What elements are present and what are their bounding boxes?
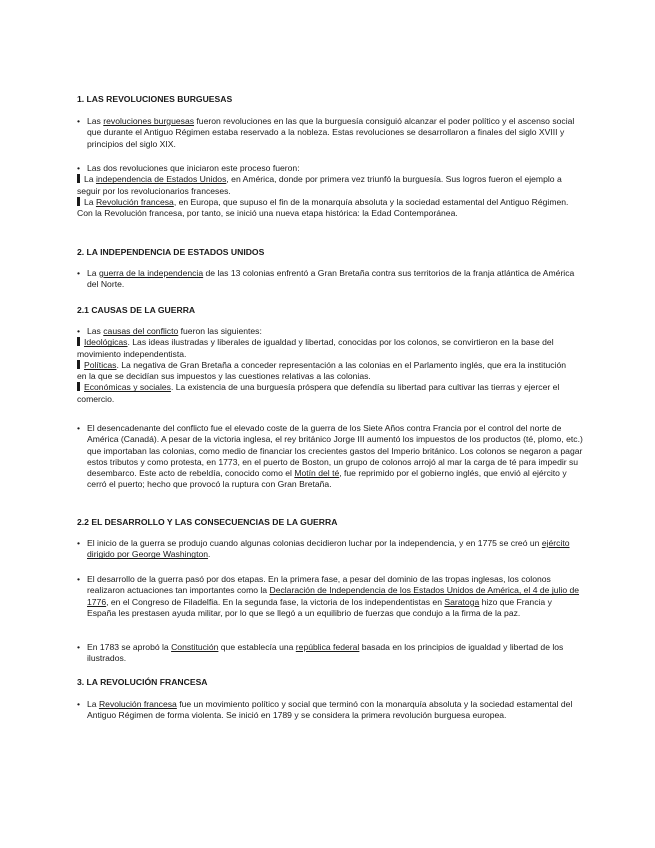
bullet-icon: • bbox=[77, 642, 81, 652]
bullet-revolucion-francesa: • La Revolución francesa fue un movimiento político y social que terminó con la monarquía absoluta y la sociedad estamental del Antiguo Régimen de forma violenta. Se inició en 1789 y se considera la primera revolución burguesa europea. bbox=[77, 699, 573, 721]
underlined-term: guerra de la independencia bbox=[98, 268, 204, 278]
underlined-term: república federal bbox=[295, 642, 360, 652]
bullet-icon: • bbox=[77, 326, 81, 336]
sub-item-economicas: Económicas y sociales. La existencia de una burguesía próspera que defendía su libertad para cultivar las tierras y ejercer el comercio. bbox=[77, 382, 560, 404]
heading-revoluciones-burguesas: 1. LAS REVOLUCIONES BURGUESAS bbox=[77, 94, 233, 104]
bullet-desarrollo-guerra: • El desarrollo de la guerra pasó por dos etapas. En la primera fase, a pesar del dominio de las tropas inglesas, los colonos realizaron actuaciones tan importantes como la Declaración de Independencia de los Estados Unidos de América, el 4 de julio de 1776, en el Congreso de Filadelfia. En la segunda fase, la victoria de los independentistas en Saratoga hizo que Francia y España les prestasen ayuda militar, por lo que se llegó a un equilibrio de fuerzas que condujo a la firma de la paz. bbox=[77, 574, 580, 618]
square-bullet-icon bbox=[77, 197, 80, 206]
square-bullet-icon bbox=[77, 382, 80, 391]
bullet-icon: • bbox=[77, 268, 81, 278]
sub-item-ideologicas: Ideológicas. Las ideas ilustradas y liberales de igualdad y libertad, conocidas por los colonos, se convirtieron en la base del movimiento independentista. bbox=[77, 337, 554, 359]
bullet-causas: • Las causas del conflicto fueron las siguientes: Ideológicas. Las ideas ilustradas y liberales de igualdad y libertad, conocidas por los colonos, se convirtieron en la base del movimiento independentista. Políticas. La negativa de Gran Bretaña a conceder representación a las colonias en el Parlamento inglés, que era la institución en la que se decidían sus impuestos y las cuestiones relativas a las colonias. Económicas y sociales. La existencia de una burguesía próspera que defendía su libertad para cultivar las tierras y ejercer el comercio. bbox=[77, 326, 573, 405]
underlined-term: Revolución francesa bbox=[95, 196, 174, 207]
sub-item-politicas: Políticas. La negativa de Gran Bretaña a conceder representación a las colonias en el Parlamento inglés, que era la institución en la que se decidían sus impuestos y las cuestiones relativas a las colonias. bbox=[77, 359, 567, 382]
square-bullet-icon bbox=[77, 337, 80, 346]
sub-item-revolucion: La Revolución francesa, en Europa, que supuso el fin de la monarquía absoluta y la sociedad estamental del Antiguo Régimen. Con la Revolución francesa, por tanto, se inició una nueva etapa histórica: la Edad Contemporánea. bbox=[77, 196, 569, 219]
underlined-term: ejército dirigido por George Washington bbox=[87, 538, 570, 560]
underlined-term: revoluciones burguesas bbox=[103, 116, 195, 126]
heading-revolucion-francesa: 3. LA REVOLUCIÓN FRANCESA bbox=[77, 677, 208, 687]
underlined-term: causas del conflicto bbox=[103, 326, 179, 336]
underlined-term: Saratoga bbox=[444, 596, 480, 607]
square-bullet-icon bbox=[77, 360, 80, 369]
heading-desarrollo: 2.2 EL DESARROLLO Y LAS CONSECUENCIAS DE LA GUERRA bbox=[77, 517, 338, 527]
bullet-icon: • bbox=[77, 538, 81, 548]
bullet-icon: • bbox=[77, 163, 81, 173]
underlined-term: Motín del té bbox=[294, 468, 340, 479]
bullet-desencadenante: • El desencadenante del conflicto fue el elevado coste de la guerra de los Siete Años contra Francia por el control del norte de América (Canadá). A pesar de la victoria inglesa, el rey británico Jorge III aumentó los impuestos de los productos (té, plomo, etc.) que importaban las colonias, como medio de financiar los crecientes gastos del Imperio británico. Los colonos se negaron a pagar estos tributos y como protesta, en 1773, en el puerto de Boston, un grupo de colonos arrojó al mar la carga de té para impedir su desembarco. Este acto de rebeldía, conocido como el Motín del té, fue reprimido por el gobierno inglés, que envió al ejército y cerró el puerto; hecho que provocó la ruptura con Gran Bretaña. bbox=[77, 423, 583, 490]
bullet-dos-revoluciones: • Las dos revoluciones que iniciaron este proceso fueron: La independencia de Estados Unidos, en América, donde por primera vez triunfó la burguesía. Sus logros fueron el ejemplo a seguir por los revolucionarios franceses. La Revolución francesa, en Europa, que supuso el fin de la monarquía absoluta y la sociedad estamental del Antiguo Régimen. Con la Revolución francesa, por tanto, se inició una nueva etapa histórica: la Edad Contemporánea. bbox=[77, 163, 573, 219]
bullet-constitucion: • En 1783 se aprobó la Constitución que establecía una república federal basada en los principios de igualdad y libertad de los ilustrados. bbox=[77, 642, 564, 664]
bullet-icon: • bbox=[77, 116, 81, 126]
underlined-term: Declaración de Independencia de los Estados Unidos de América, el 4 de julio de 1776 bbox=[87, 585, 580, 607]
sub-item-independencia: La independencia de Estados Unidos, en América, donde por primera vez triunfó la burguesía. Sus logros fueron el ejemplo a seguir por los revolucionarios franceses. bbox=[77, 174, 562, 196]
underlined-term: Revolución francesa bbox=[98, 699, 177, 709]
heading-causas: 2.1 CAUSAS DE LA GUERRA bbox=[77, 305, 196, 315]
bullet-guerra-independencia: • La guerra de la independencia de las 13 colonias enfrentó a Gran Bretaña contra sus territorios de la franja atlántica de América del Norte. bbox=[77, 268, 575, 290]
square-bullet-icon bbox=[77, 174, 80, 183]
bullet-icon: • bbox=[77, 423, 81, 433]
bullet-icon: • bbox=[77, 574, 81, 584]
bullet-icon: • bbox=[77, 699, 81, 709]
underlined-term: Constitución bbox=[171, 642, 219, 652]
bullet-revoluciones-burguesas bbox=[77, 116, 583, 150]
paragraph-text: Las revoluciones burguesas fueron revoluciones en las que la burguesía consiguió alcanzar el poder político y el ascenso social que durante el Antiguo Régimen estaba reservado a la nobleza. Estas revoluciones se desarrollaron a finales del siglo XVIII y principios del siglo XIX. bbox=[87, 116, 575, 149]
heading-independencia: 2. LA INDEPENDENCIA DE ESTADOS UNIDOS bbox=[77, 247, 265, 257]
bullet-inicio-guerra: • El inicio de la guerra se produjo cuando algunas colonias decidieron luchar por la independencia, y en 1775 se creó un ejército dirigido por George Washington. bbox=[77, 538, 570, 560]
underlined-term: independencia de Estados Unidos bbox=[95, 174, 227, 185]
